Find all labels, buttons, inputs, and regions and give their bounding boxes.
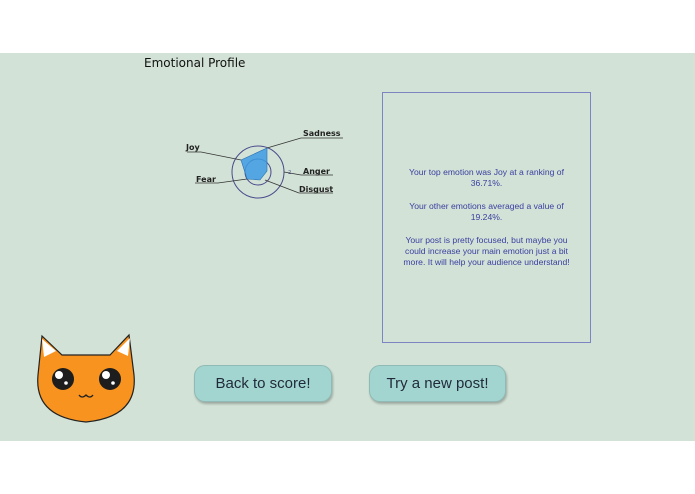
average-emotion-text: Your other emotions averaged a value of 19.24%.	[409, 201, 564, 222]
radar-label-sadness: Sadness	[303, 129, 341, 138]
cat-mascot-icon	[30, 333, 142, 426]
advice-text: Your post is pretty focused, but maybe you could increase your main emotion just a bit more. It will help your audience understand!	[403, 235, 570, 267]
page-title: Emotional Profile	[144, 56, 246, 70]
emotion-radar-chart	[183, 126, 343, 206]
summary-box	[382, 92, 591, 343]
top-emotion-text: Your top emotion was Joy at a ranking of 36.71%.	[409, 167, 564, 188]
try-new-post-button[interactable]: Try a new post!	[369, 365, 506, 402]
radar-label-anger: Anger	[303, 167, 330, 176]
radar-label-fear: Fear	[196, 175, 216, 184]
leader-line-joy	[187, 152, 241, 160]
radar-label-joy: Joy	[186, 143, 200, 152]
leader-line-sadness	[267, 138, 343, 148]
back-to-score-button[interactable]: Back to score!	[194, 365, 332, 402]
radar-tick-label: 2	[288, 170, 292, 176]
radar-label-disgust: Disgust	[299, 185, 334, 194]
